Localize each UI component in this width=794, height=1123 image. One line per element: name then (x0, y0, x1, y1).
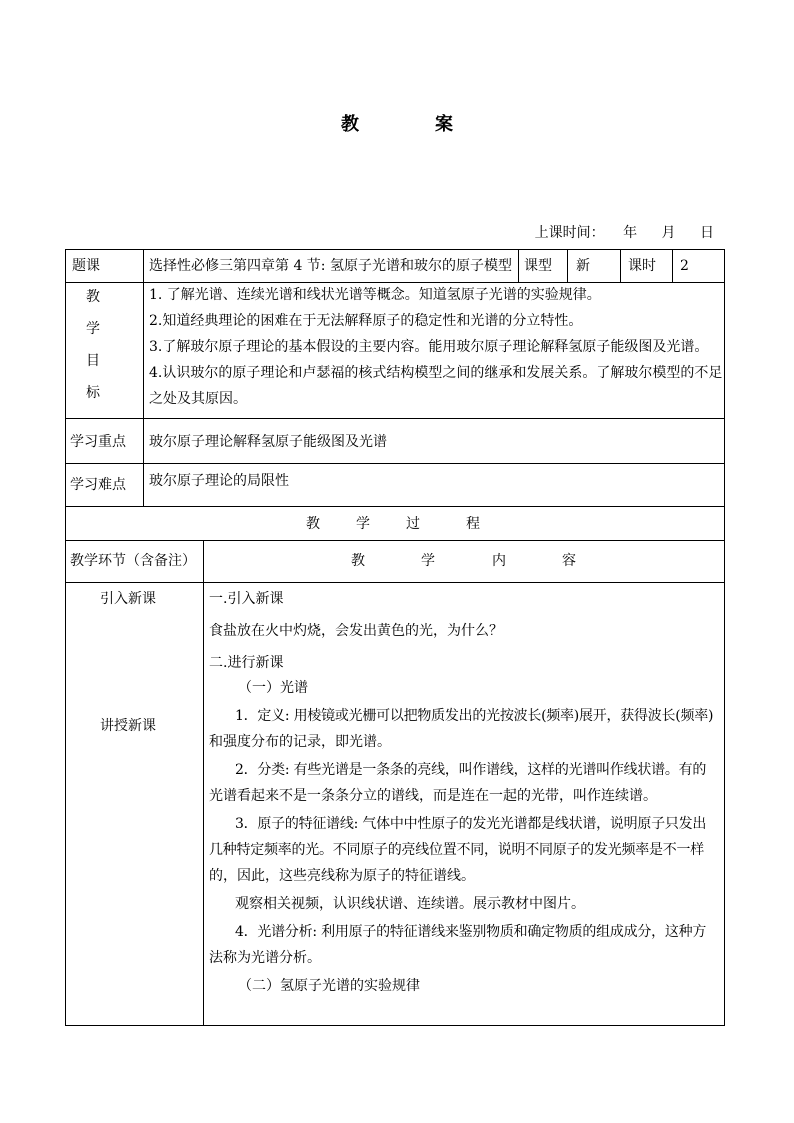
topic-value: 选择性必修三第四章第 4 节: 氢原子光谱和玻尔的原子模型 (149, 258, 512, 274)
objectives-label-char: 目 (86, 353, 100, 369)
table-rule (518, 249, 519, 283)
objective-line: 1. 了解光谱、连续光谱和线状光谱等概念。知道氢原子光谱的实验规律。 (149, 287, 601, 303)
content-line: 一.引入新课 (209, 591, 284, 607)
table-rule (724, 249, 725, 1026)
table-rule (567, 249, 568, 283)
process-heading-char: 过 (406, 516, 420, 532)
date-month: 月 (661, 225, 676, 241)
type-label: 课型 (524, 258, 552, 274)
table-rule (65, 282, 725, 283)
table-rule (65, 582, 725, 583)
section-left-header: 教学环节（含备注） (70, 553, 196, 569)
type-value: 新 (576, 258, 590, 274)
difficulties-value: 玻尔原子理论的局限性 (149, 473, 289, 489)
title-char: 案 (435, 114, 453, 135)
objectives-label-char: 教 (86, 289, 100, 305)
table-rule (143, 249, 144, 507)
objective-line: 之处及其原因。 (149, 391, 247, 407)
objective-line: 4.认识玻尔的原子理论和卢瑟福的核式结构模型之间的继承和发展关系。了解玻尔模型的不足 (149, 365, 723, 381)
content-line: （一）光谱 (238, 680, 308, 696)
content-line: （二）氢原子光谱的实验规律 (238, 978, 420, 994)
section-right-header-char: 容 (562, 553, 576, 569)
table-rule (65, 249, 725, 250)
content-line: 4．光谱分析: 利用原子的特征谱线来鉴别物质和确定物质的组成成分，这种方 (235, 924, 707, 940)
process-heading-char: 程 (466, 516, 480, 532)
objectives-label-char: 学 (86, 321, 100, 337)
process-heading-char: 学 (356, 516, 370, 532)
key-points-label: 学习重点 (70, 434, 126, 450)
objective-line: 3.了解玻尔原子理论的基本假设的主要内容。能用玻尔原子理论解释氢原子能级图及光谱。 (149, 339, 709, 355)
difficulties-label: 学习难点 (70, 477, 126, 493)
content-line: 二.进行新课 (209, 655, 284, 671)
objectives-label-char: 标 (86, 385, 100, 401)
table-rule (65, 540, 725, 541)
table-rule (65, 463, 725, 464)
date-label: 上课时间： (534, 225, 605, 241)
content-line: 几种特定频率的光。不同原子的亮线位置不同，说明不同原子的发光频率是不一样 (209, 842, 704, 858)
date-year: 年 (623, 225, 638, 241)
step-teaching: 讲授新课 (100, 718, 156, 734)
table-rule (620, 249, 621, 283)
title-char: 教 (341, 114, 359, 135)
key-points-value: 玻尔原子理论解释氢原子能级图及光谱 (149, 434, 387, 450)
table-rule (65, 249, 66, 1026)
section-right-header-char: 内 (492, 553, 506, 569)
content-line: 观察相关视频，认识线状谱、连续谱。展示教材中图片。 (235, 896, 585, 912)
content-line: 3．原子的特征谱线: 气体中中性原子的发光光谱都是线状谱，说明原子只发出 (235, 816, 707, 832)
table-rule (672, 249, 673, 283)
table-rule (65, 418, 725, 419)
topic-label: 题课 (72, 258, 100, 274)
section-right-header-char: 学 (421, 553, 435, 569)
objective-line: 2.知道经典理论的困难在于无法解释原子的稳定性和光谱的分立特性。 (149, 313, 583, 329)
content-line: 法称为光谱分析。 (209, 950, 321, 966)
content-line: 1．定义: 用棱镜或光栅可以把物质发出的光按波长(频率)展开，获得波长(频率) (235, 708, 714, 724)
content-line: 2．分类: 有些光谱是一条条的亮线，叫作谱线，这样的光谱叫作线状谱。有的 (235, 762, 707, 778)
content-line: 光谱看起来不是一条条分立的谱线，而是连在一起的光带，叫作连续谱。 (209, 788, 657, 804)
content-line: 食盐放在火中灼烧，会发出黄色的光，为什么？ (209, 623, 503, 639)
table-rule (65, 1025, 725, 1026)
hours-value: 2 (680, 258, 689, 274)
process-heading-char: 教 (306, 516, 320, 532)
content-line: 和强度分布的记录，即光谱。 (209, 734, 391, 750)
class-date-line (529, 222, 714, 242)
hours-label: 课时 (628, 258, 656, 274)
date-day: 日 (700, 225, 714, 241)
section-right-header-char: 教 (351, 553, 365, 569)
content-line: 的，因此，这些亮线称为原子的特征谱线。 (209, 868, 475, 884)
table-rule (203, 540, 204, 1026)
table-rule (65, 506, 725, 507)
step-intro: 引入新课 (100, 591, 156, 607)
page-title (0, 110, 794, 136)
